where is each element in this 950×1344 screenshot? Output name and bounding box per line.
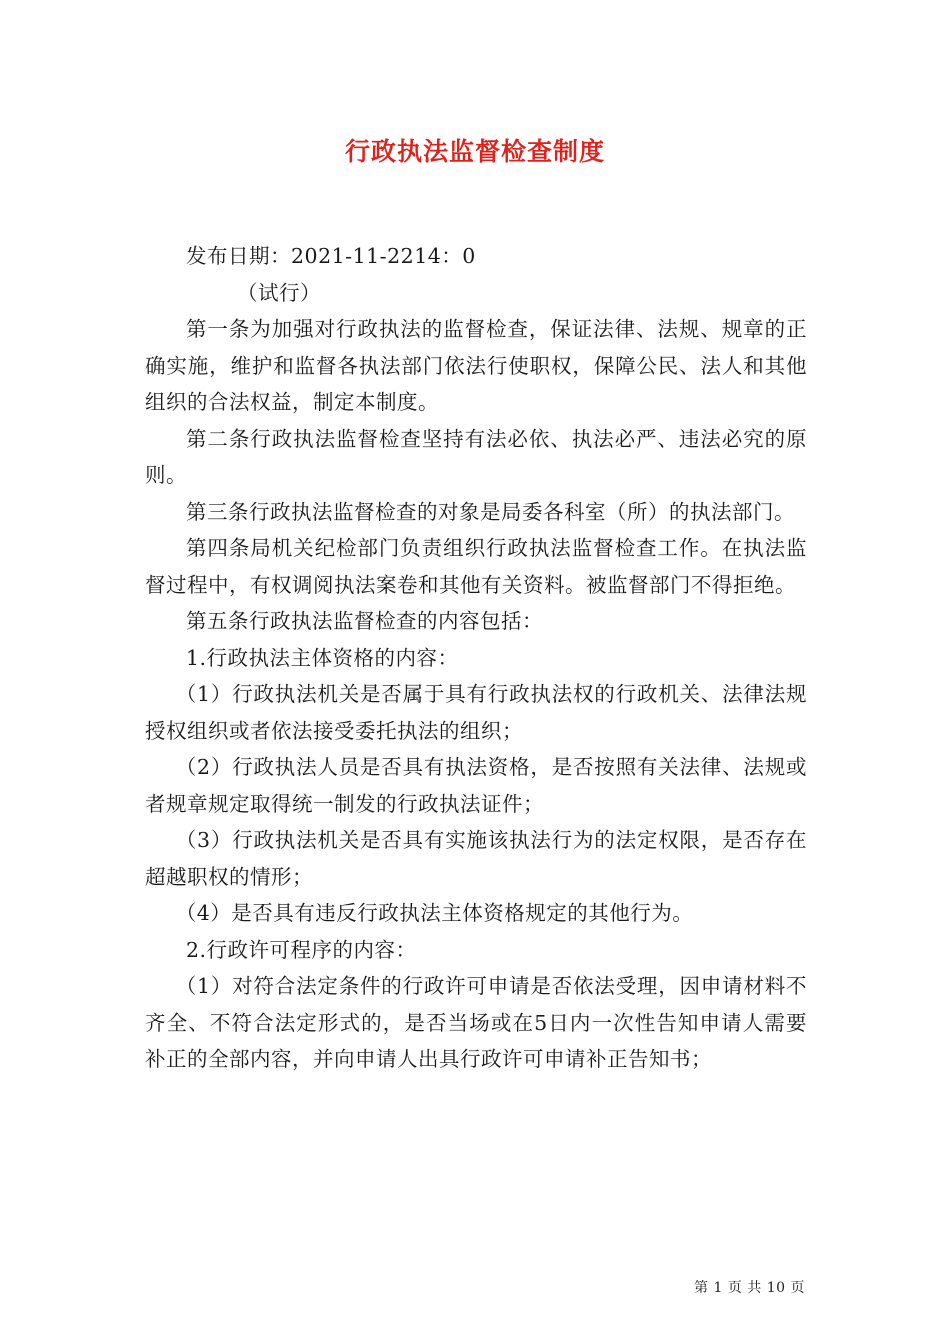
paragraph: 第四条局机关纪检部门负责组织行政执法监督检查工作。在执法监督过程中，有权调阅执法案卷和其他有关资料。被监督部门不得拒绝。 bbox=[145, 536, 807, 597]
page-number: 第 1 页 共 10 页 bbox=[694, 1280, 805, 1296]
paragraph: （1）对符合法定条件的行政许可申请是否依法受理，因申请材料不齐全、不符合法定形式的，是否当场或在5日内一次性告知申请人需要补正的全部内容，并向申请人出具行政许可申请补正告知书； bbox=[145, 974, 807, 1071]
paragraph: （1）行政执法机关是否属于具有行政执法权的行政机关、法律法规授权组织或者依法接受委托执法的组织； bbox=[145, 682, 807, 743]
paragraph: 2.行政许可程序的内容： bbox=[186, 937, 417, 962]
paragraph: 1.行政执法主体资格的内容： bbox=[186, 645, 459, 670]
document-title: 行政执法监督检查制度 bbox=[344, 137, 605, 166]
paragraph: 第二条行政执法监督检查坚持有法必依、执法必严、违法必究的原则。 bbox=[145, 426, 807, 487]
document-body bbox=[145, 238, 807, 1078]
paragraph: 第五条行政执法监督检查的内容包括： bbox=[186, 609, 543, 633]
trial-label: （试行） bbox=[237, 280, 321, 305]
publish-date: 发布日期：2021-11-2214：0 bbox=[186, 244, 476, 268]
paragraph: 第一条为加强对行政执法的监督检查，保证法律、法规、规章的正确实施，维护和监督各执法部门依法行使职权，保障公民、法人和其他组织的合法权益，制定本制度。 bbox=[145, 317, 807, 414]
paragraph: （3）行政执法机关是否具有实施该执法行为的法定权限，是否存在超越职权的情形； bbox=[145, 828, 807, 889]
paragraph: （4）是否具有违反行政执法主体资格规定的其他行为。 bbox=[175, 901, 694, 925]
paragraph: 第三条行政执法监督检查的对象是局委各科室（所）的执法部门。 bbox=[186, 499, 795, 524]
paragraph: （2）行政执法人员是否具有执法资格，是否按照有关法律、法规或者规章规定取得统一制发的行政执法证件； bbox=[145, 755, 807, 816]
